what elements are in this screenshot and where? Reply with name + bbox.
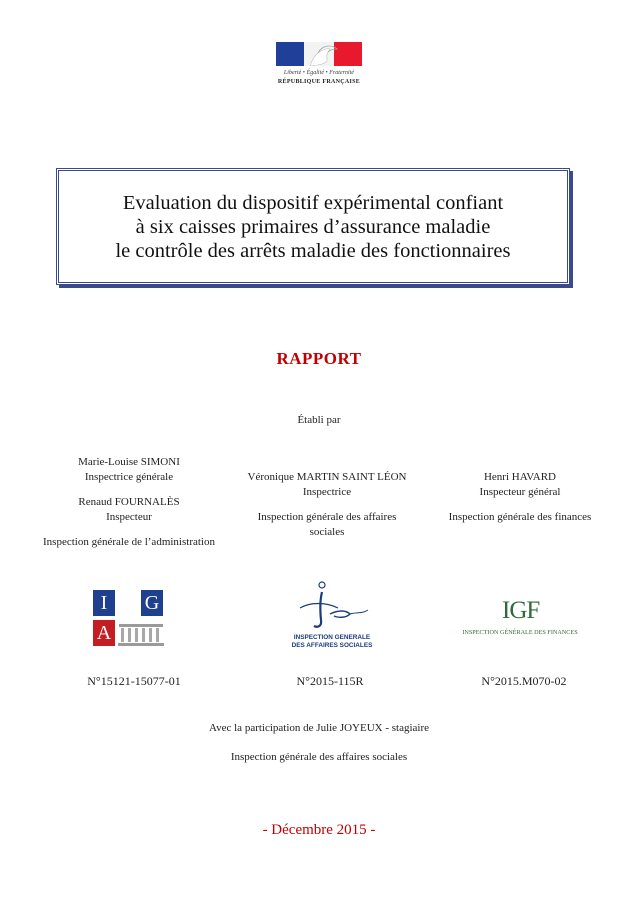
- igas-emblem-icon: [290, 580, 374, 630]
- igf-name: INSPECTION GÉNÉRALE DES FINANCES: [462, 629, 578, 636]
- iga-building-icon: [117, 622, 165, 648]
- igf-mark: IGF: [502, 597, 540, 624]
- igas-name-line-1: INSPECTION GENERALE: [293, 634, 371, 641]
- marianne-profile-icon: [300, 44, 340, 66]
- republique-motto: Liberté • Égalité • Fraternité: [283, 70, 355, 76]
- author-name: Henri HAVARD: [483, 471, 556, 483]
- author-role: Inspectrice: [302, 486, 352, 498]
- republique-francaise-logo: [276, 42, 362, 92]
- author-name: Marie-Louise SIMONI: [78, 456, 180, 468]
- authors-column-igf: [424, 470, 616, 525]
- author-role: Inspecteur général: [479, 486, 561, 498]
- author-organization: Inspection générale de l’administration: [43, 536, 215, 548]
- etabli-par-label: Établi par: [297, 414, 341, 426]
- authors-column-iga: [24, 455, 234, 550]
- rapport-heading: RAPPORT: [276, 349, 362, 368]
- iga-blank-cell: [117, 590, 139, 616]
- iga-letter-i: I: [93, 590, 115, 616]
- igas-name: [286, 634, 378, 650]
- report-number-iga: N°15121-15077-01: [87, 674, 181, 688]
- republique-francaise-label: RÉPUBLIQUE FRANÇAISE: [277, 79, 361, 85]
- report-title-box: [56, 168, 570, 285]
- iga-letter-g: G: [141, 590, 163, 616]
- author-organization: Inspection générale des affaires: [257, 511, 397, 523]
- igas-name-line-2: DES AFFAIRES SOCIALES: [291, 642, 373, 649]
- iga-letter-a: A: [93, 620, 115, 646]
- report-number-igas: N°2015-115R: [296, 674, 364, 688]
- participation-note: Avec la participation de Julie JOYEUX - stagiaire: [208, 722, 430, 734]
- participation-organization: Inspection générale des affaires sociales: [230, 751, 408, 763]
- author-role: Inspectrice générale: [84, 471, 174, 483]
- author-name: Renaud FOURNALÈS: [78, 496, 180, 508]
- authors-column-igas: [222, 470, 432, 540]
- report-date: - Décembre 2015 -: [262, 822, 376, 838]
- report-title-line-2: à six caisses primaires d’assurance maladie: [135, 215, 491, 238]
- author-organization: Inspection générale des finances: [448, 511, 592, 523]
- author-role: Inspecteur: [106, 511, 152, 523]
- iga-logo: [93, 590, 165, 650]
- igas-logo: [286, 580, 378, 656]
- report-title-line-3: le contrôle des arrêts maladie des fonctionnaires: [115, 239, 511, 262]
- report-number-igf: N°2015.M070-02: [481, 674, 567, 688]
- report-title-line-1: Evaluation du dispositif expérimental confiant: [122, 191, 504, 214]
- author-organization-cont: sociales: [309, 526, 345, 538]
- author-name: Véronique MARTIN SAINT LÉON: [247, 471, 407, 483]
- igf-logo: [462, 597, 578, 643]
